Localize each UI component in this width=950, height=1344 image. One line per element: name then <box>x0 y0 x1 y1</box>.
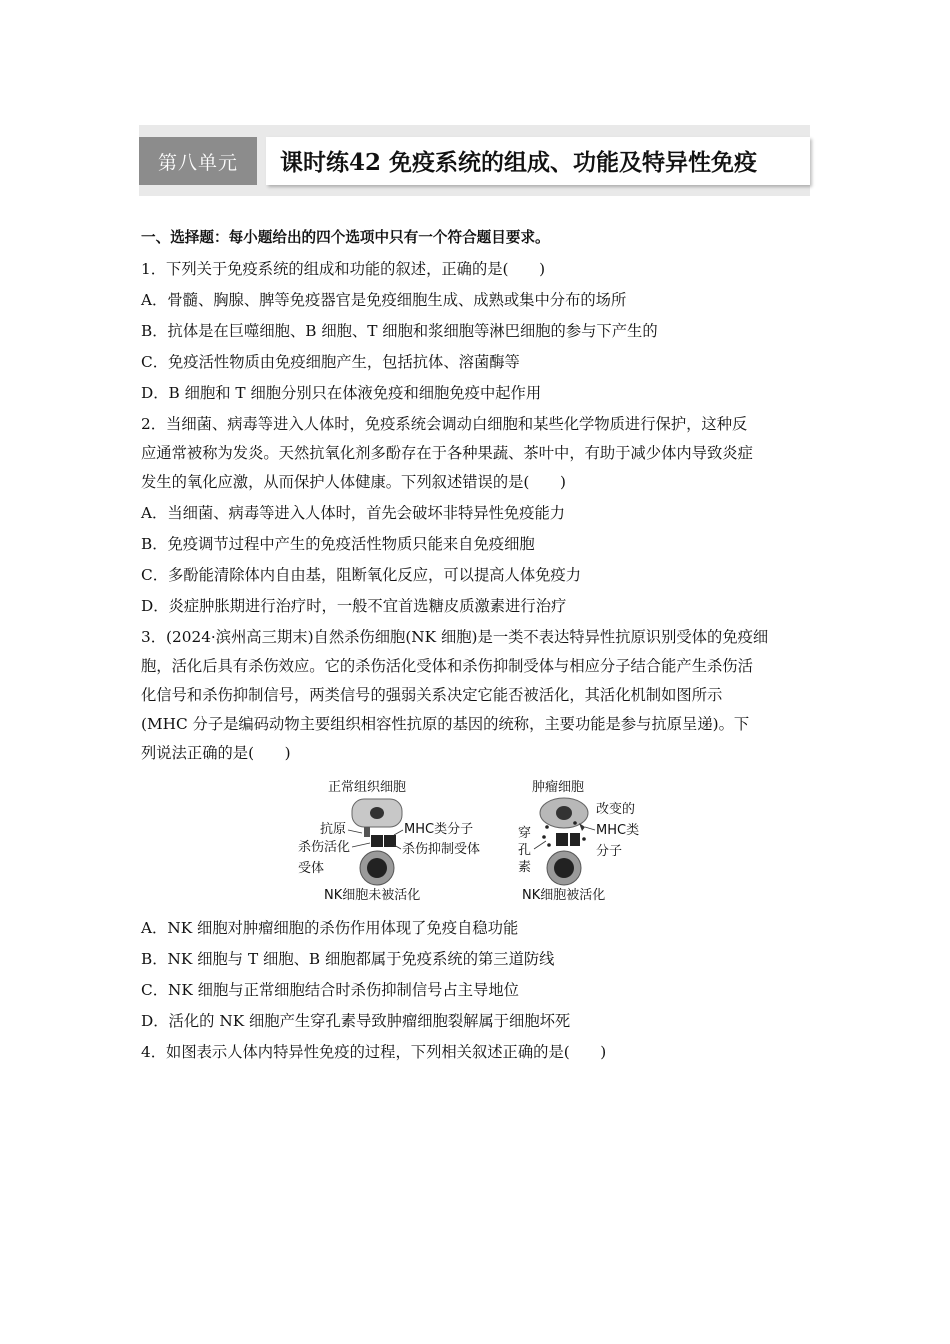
question-2-option-c: C．多酚能清除体内自由基，阻断氧化反应，可以提高人体免疫力 <box>141 566 582 584</box>
question-1-stem: 1．下列关于免疫系统的组成和功能的叙述，正确的是( ) <box>141 260 546 278</box>
question-1-option-d: D．B 细胞和 T 细胞分别只在体液免疫和细胞免疫中起作用 <box>141 384 542 402</box>
question-3-option-a: A．NK 细胞对肿瘤细胞的杀伤作用体现了免疫自稳功能 <box>141 919 519 937</box>
left-activating-label: 杀伤活化 <box>298 840 351 855</box>
question-3-stem-line-3: 化信号和杀伤抑制信号，两类信号的强弱关系决定它能否被活化，其活化机制如图所示 <box>141 686 723 704</box>
question-1-option-b: B．抗体是在巨噬细胞、B 细胞、T 细胞和浆细胞等淋巴细胞的参与下产生的 <box>141 322 658 340</box>
nk-cell-right-nucleus <box>554 858 574 878</box>
left-inhibitory-label: 杀伤抑制受体 <box>402 842 481 857</box>
perforin-dot <box>542 835 546 839</box>
right-perforin-label-1: 穿 <box>518 826 532 841</box>
perforin-dot <box>545 825 549 829</box>
left-activating-pointer <box>352 843 370 847</box>
question-3-option-b: B．NK 细胞与 T 细胞、B 细胞都属于免疫系统的第三道防线 <box>141 950 555 968</box>
question-3-stem-line-5: 列说法正确的是( ) <box>141 744 291 762</box>
tumor-cell-nucleus <box>556 806 572 820</box>
question-2-option-b: B．免疫调节过程中产生的免疫活性物质只能来自免疫细胞 <box>141 535 535 553</box>
question-3-stem-line-4: (MHC 分子是编码动物主要组织相容性抗原的基因的统称，主要功能是参与抗原呈递)。下 <box>141 715 750 733</box>
question-4-stem: 4．如图表示人体内特异性免疫的过程，下列相关叙述正确的是( ) <box>141 1043 607 1061</box>
nk-cell-left-nucleus <box>367 858 387 878</box>
question-3-stem-line-1: 3．(2024·滨州高三期末)自然杀伤细胞(NK 细胞)是一类不表达特异性抗原识别受体的免疫细 <box>141 628 769 646</box>
perforin-dot <box>582 837 586 841</box>
right-caption: NK细胞被活化 <box>522 888 606 903</box>
left-caption: NK细胞未被活化 <box>324 888 421 903</box>
right-mhc-label: MHC类 <box>596 823 640 838</box>
right-perforin-pointer <box>534 841 546 849</box>
question-1-option-c: C．免疫活性物质由免疫细胞产生，包括抗体、溶菌酶等 <box>141 353 520 371</box>
question-2-option-d: D．炎症肿胀期进行治疗时，一般不宜首选糖皮质激素进行治疗 <box>141 597 567 615</box>
question-2-stem-line-3: 发生的氧化应激，从而保护人体健康。下列叙述错误的是( ) <box>141 473 566 491</box>
question-1-option-a: A．骨髓、胸腺、脾等免疫器官是免疫细胞生成、成熟或集中分布的场所 <box>141 291 627 309</box>
right-receptor-pair <box>556 833 568 846</box>
left-title-label: 正常组织细胞 <box>328 780 407 795</box>
question-3-option-c: C．NK 细胞与正常细胞结合时杀伤抑制信号占主导地位 <box>141 981 519 999</box>
left-antigen-label: 抗原 <box>320 822 347 837</box>
right-changed-mhc-mark <box>579 823 585 831</box>
left-antigen-mark <box>364 827 370 837</box>
perforin-dot <box>573 821 577 825</box>
normal-cell-nucleus <box>370 807 384 819</box>
right-molecule-label: 分子 <box>596 844 623 859</box>
perforin-dot <box>547 843 551 847</box>
right-perforin-label-3: 素 <box>518 860 532 875</box>
question-3-stem-line-2: 胞，活化后具有杀伤效应。它的杀伤活化受体和杀伤抑制受体与相应分子结合能产生杀伤活 <box>141 657 753 675</box>
right-title-label: 肿瘤细胞 <box>532 780 585 795</box>
question-2-option-a: A．当细菌、病毒等进入人体时，首先会破坏非特异性免疫能力 <box>141 504 566 522</box>
left-mhc-label: MHC类分子 <box>404 822 474 837</box>
left-antigen-pointer <box>348 830 362 833</box>
section-heading: 一、选择题：每小题给出的四个选项中只有一个符合题目要求。 <box>141 229 550 246</box>
right-mhc-pointer <box>585 827 595 830</box>
left-receptor-label: 受体 <box>298 861 325 876</box>
left-receptor-pair <box>371 835 383 847</box>
right-changed-label: 改变的 <box>596 802 636 817</box>
nk-cell-figure <box>296 775 656 905</box>
unit-tab: 第八单元 <box>139 137 257 185</box>
question-2-stem-line-1: 2．当细菌、病毒等进入人体时，免疫系统会调动白细胞和某些化学物质进行保护，这种反 <box>141 415 748 433</box>
question-2-stem-line-2: 应通常被称为发炎。天然抗氧化剂多酚存在于各种果蔬、茶叶中，有助于减少体内导致炎症 <box>141 444 753 462</box>
left-mhc-pointer <box>394 830 403 835</box>
question-3-option-d: D．活化的 NK 细胞产生穿孔素导致肿瘤细胞裂解属于细胞坏死 <box>141 1012 571 1030</box>
page-title: 课时练42 免疫系统的组成、功能及特异性免疫 <box>280 149 758 176</box>
right-perforin-label-2: 孔 <box>518 843 532 858</box>
right-inhibitory-pair <box>570 833 580 846</box>
